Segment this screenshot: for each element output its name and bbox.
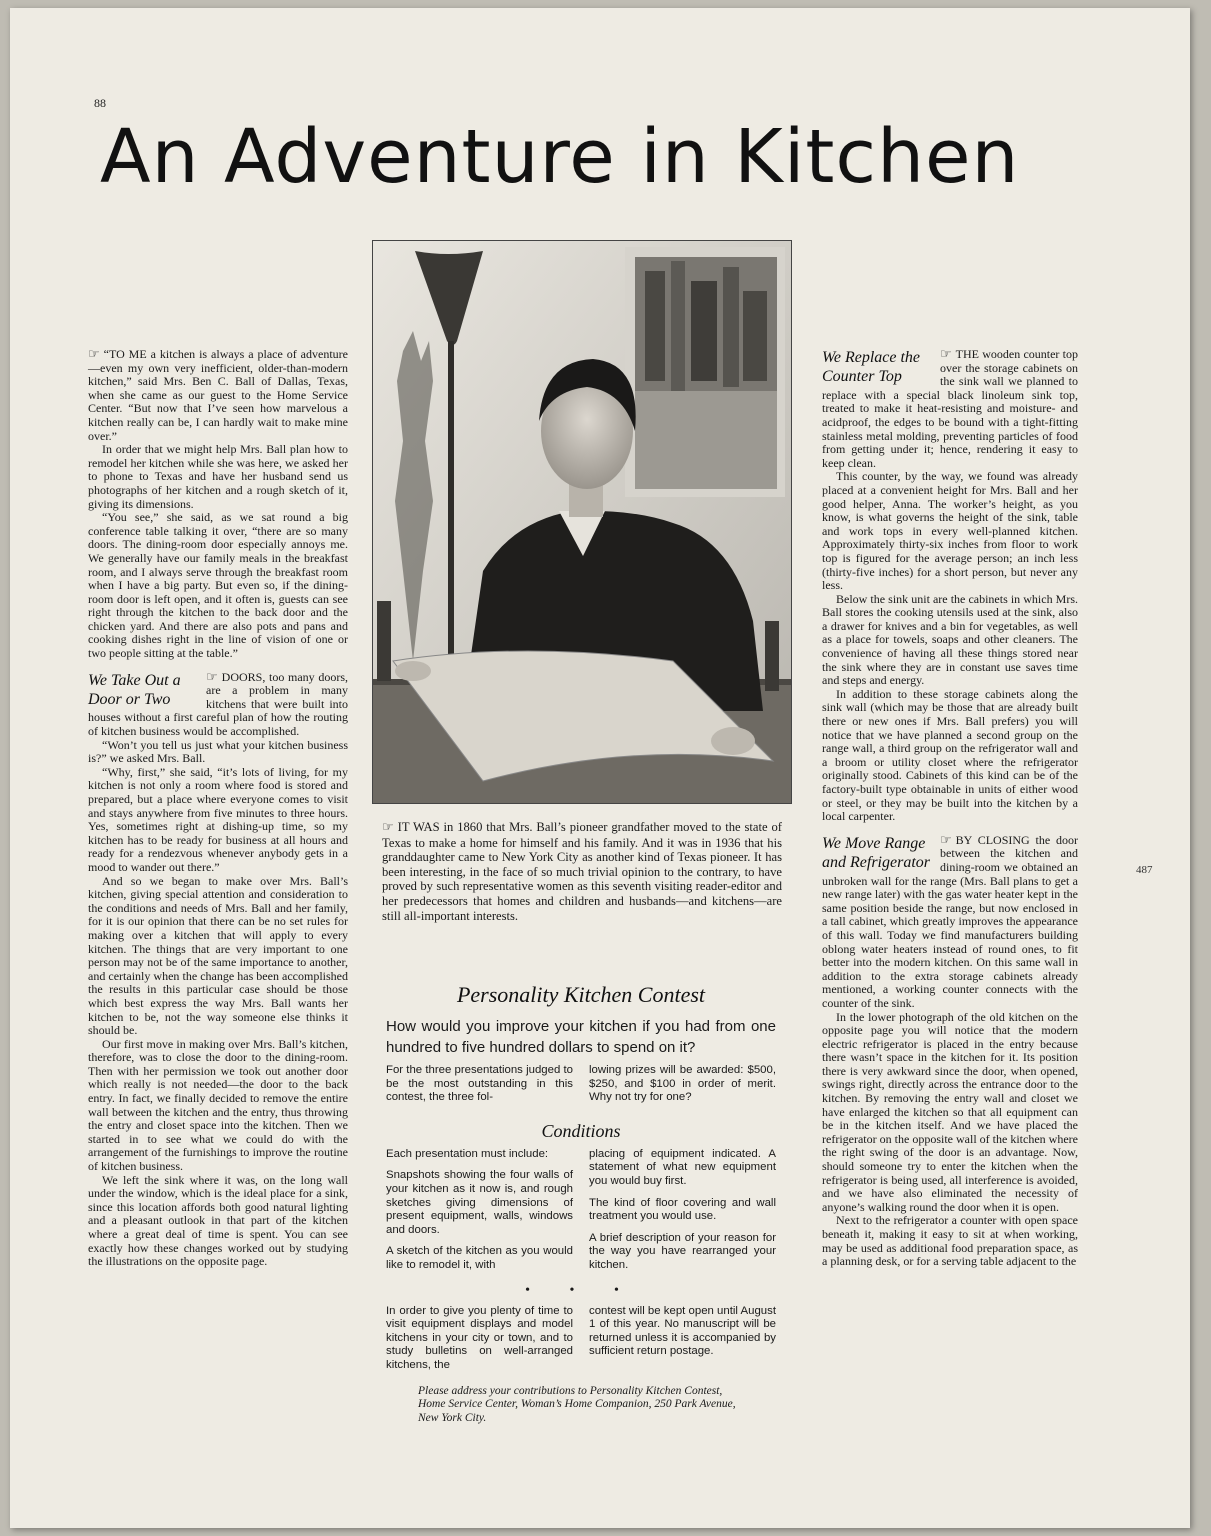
- paragraph: In addition to these storage cabinets along the sink wall (which may be those that are already built there or new ones if Mrs. Ball prefers) you will notice that we have planned a second group on the range wall, a third group on the refrigerator wall and a broom or utility closet where the refrigerator originally stood. Cabinets of this kind can be of the factory-built type obtainable in units of either wood or steel, or they may be built into the kitchen by a local carpenter.: [822, 686, 1078, 824]
- paragraph: ☞ DOORS, too many doors, are a problem in many kitchens that were built into houses without a first careful plan of how the routing of kitchen business would be accomplished.: [88, 669, 348, 739]
- magazine-page: [10, 8, 1190, 1528]
- paragraph: Below the sink unit are the cabinets in which Mrs. Ball stores the cooking utensils used at the sink, also a drawer for knives and a bin for vegetables, as well as a place for towels, soaps and other cleaners. The convenience of having all these things stored near the sink where they are in constant use saves time and steps and energy.: [822, 591, 1078, 688]
- contest-question: How would you improve your kitchen if you had from one hundred to five hundred dollars to spend on it?: [386, 1018, 776, 1056]
- prizes-section: [386, 1064, 776, 1113]
- paragraph: “You see,” she said, as we sat round a big conference table talking it over, “there are so many doors. The dining-room door especially annoys me. We generally have our family meals in the breakfast room, and I always serve through the breakfast room when I have a big party. But even so, if the dining-room door is left open, and it often is, guests can see right through the kitchen to the back door and the chicken yard. And there are also pots and pans and cooking dishes right in the line of vision of one or two people sitting at the table.”: [88, 510, 348, 661]
- pointing-hand-icon: ☞: [382, 820, 394, 835]
- paragraph: This counter, by the way, we found was already placed at a convenient height for Mrs. Ball and her good helper, Anna. The worker’s height, as you know, is what governs the height of the sink, table and work tops in every well-planned kitchen. Approximately thirty-six inches from floor to work top is figured for the average person; an inch less (thirty-five inches) for a short person, but never any less.: [822, 469, 1078, 593]
- paragraph: We left the sink where it was, on the long wall under the window, which is the ideal place for a sink, since this location affords both good natural lighting and a pleasant outlook in that part of the kitchen where a great deal of time is spent. You can see exactly how these changes worked out by studying the illustrations on the opposite page.: [88, 1172, 348, 1269]
- paragraph: Next to the refrigerator a counter with open space beneath it, making it easy to sit at when working, may be used as additional food preparation space, as a planning desk, or for a serving table adjacent to the: [822, 1213, 1078, 1269]
- condition-item: The kind of floor covering and wall treatment you would use.: [589, 1196, 776, 1223]
- deadline-section: [386, 1305, 776, 1381]
- contest-box: [374, 976, 788, 1488]
- paragraph: ☞ BY CLOSING the door between the kitchen and dining-room we obtained an unbroken wall for the range (Mrs. Ball plans to get a new range later) with the gas water heater kept in the same position beside the range, but now enclosed in a tall cabinet, which greatly improves the appearance of this wall. Today we find manufacturers building oblong water heaters instead of round ones, to fit better into the modern kitchen. On this same wall in addition to the extra storage cabinets already mentioned, a working counter connects with the counter of the sink.: [822, 832, 1078, 1010]
- condition-item: Each presentation must include:: [386, 1147, 549, 1160]
- subheading: We Take Out a Door or Two: [88, 671, 181, 708]
- prizes-text-left: For the three presentations judged to be the most outstanding in this contest, the three fol-: [386, 1064, 573, 1104]
- subheading: We Replace the Counter Top: [822, 349, 921, 385]
- paragraph: In order that we might help Mrs. Ball plan how to remodel her kitchen while she was here, we asked her to phone to Texas and have her husband send us photographs of her kitchen and a rough sketch of it, giving its dimensions.: [88, 442, 348, 511]
- photo-woman-reading-plans: [372, 240, 792, 804]
- pointing-hand-icon: ☞: [88, 347, 100, 362]
- pointing-hand-icon: ☞: [940, 347, 952, 362]
- page-title: An Adventure in Kitchen: [100, 114, 1020, 200]
- left-column: [88, 348, 348, 1269]
- paragraph: ☞ IT WAS in 1860 that Mrs. Ball’s pioneer grandfather moved to the state of Texas to make a home for himself and his family. And it was in 1936 that his granddaughter came to New York City as another kind of Texas pioneer. It has been interesting, in the face of so much trivial opinion to the contrary, to have proved by such representative women as this seventh visiting reader-editor and her predecessors that homes and children and husbands—and kitchens—are still all-important interests.: [382, 820, 782, 923]
- paragraph: And so we began to make over Mrs. Ball’s kitchen, giving special attention and consideration to the conditions and needs of Mrs. Ball and her family, for it is our opinion that there can be no set rules for making over a kitchen that will apply to every kitchen. The things that are very important to one person may not be of the same importance to another, and certainly when the change has been accomplished the results in this particular case should be those which best express the way Mrs. Ball wants her kitchen to be, not the way someone else thinks it should be.: [88, 873, 348, 1038]
- paragraph: ☞ THE wooden counter top over the storage cabinets on the sink wall we planned to replace with a special black linoleum sink top, treated to make it heat-resisting and moisture- and acidproof, the edges to be bound with a tight-fitting stainless metal molding, preventing particles of food from getting under it; hence, rendering it easy to keep clean.: [822, 347, 1078, 470]
- middle-intro: [382, 820, 782, 923]
- contest-address: Please address your contributions to Personality Kitchen Contest, Home Service Center, Woman’s Home Companion, 250 Park Avenue, New York City.: [418, 1384, 736, 1424]
- paragraph: “Why, first,” she said, “it’s lots of living, for my kitchen is not only a room where food is stored and prepared, but a place where everyone comes to visit and stays anywhere from five minutes to three hours. Yes, sometimes right at dishing-up time, so my kitchen has to be ready for business at all hours and ready for a rendezvous whenever anybody gets in a mood to wander out there.”: [88, 764, 348, 874]
- page-number: 88: [94, 96, 106, 110]
- condition-item: Snapshots showing the four walls of your kitchen as it now is, and rough sketches giving dimensions of present equipment, walls, windows and doors.: [386, 1169, 573, 1236]
- pointing-hand-icon: ☞: [206, 669, 218, 685]
- paragraph: In the lower photograph of the old kitchen on the opposite page you will notice that the modern electric refrigerator is placed in the entry because there wasn’t space in the kitchen for it. Its position there is very awkward since the door, when opened, swings right, directly across the entrance door to the kitchen. By removing the entry wall and closet we have enlarged the kitchen so that all equipment can be in the kitchen itself. And we have placed the refrigerator on the opposite wall of the kitchen where the right swing of the door is an advantage. Now, should someone try to enter the kitchen when the refrigerator is being used, all interference is avoided, and we have also eliminated the necessity of anyone’s walking round the door when it is open.: [822, 1009, 1078, 1214]
- separator-dots: • • •: [525, 1282, 637, 1298]
- deadline-text-left: In order to give you plenty of time to visit equipment displays and model kitchens in your city or town, and to study bulletins on well-arranged kitchens, the: [386, 1304, 573, 1371]
- pointing-hand-icon: ☞: [940, 832, 952, 848]
- conditions-heading: Conditions: [541, 1120, 621, 1141]
- paragraph: Our first move in making over Mrs. Ball’s kitchen, therefore, was to close the door to the dining-room. Then with her permission we took out another door which really is not needed—the door to the back entry. In fact, we finally decided to remove the entire wall between the kitchen and the entry, thus throwing the entry and closet space into the kitchen. Then we started in to see what we could do with the arrangement of the furnishings to improve the routine of kitchen business.: [88, 1036, 348, 1174]
- deadline-text-right: contest will be kept open until August 1 of this year. No manuscript will be returned unless it is accompanied by sufficient return postage.: [589, 1304, 776, 1358]
- side-number: 487: [1136, 864, 1153, 876]
- subheading: We Move Range and Refrigerator: [822, 834, 930, 871]
- condition-item: placing of equipment indicated. A statement of what new equipment you would buy first.: [589, 1147, 776, 1187]
- prizes-text-right: lowing prizes will be awarded: $500, $250, and $100 in order of merit. Why not try for one?: [589, 1064, 776, 1104]
- contest-title: Personality Kitchen Contest: [456, 982, 706, 1007]
- condition-item: A brief description of your reason for the way you have rearranged your kitchen.: [589, 1231, 776, 1271]
- conditions-section: [386, 1148, 776, 1281]
- paragraph: ☞ “TO ME a kitchen is always a place of adventure—even my own very inefficient, older-than-modern kitchen,” said Mrs. Ben C. Ball of Dallas, Texas, when she came as our guest to the Home Service Center. “But now that I’ve seen how marvelous a kitchen really can be, I can hardly wait to make mine over.”: [88, 347, 348, 443]
- condition-item: A sketch of the kitchen as you would like to remodel it, with: [386, 1245, 573, 1271]
- paragraph: “Won’t you tell us just what your kitchen business is?” we asked Mrs. Ball.: [88, 737, 348, 766]
- photo-illustration: [373, 241, 791, 803]
- right-column: [822, 348, 1078, 1269]
